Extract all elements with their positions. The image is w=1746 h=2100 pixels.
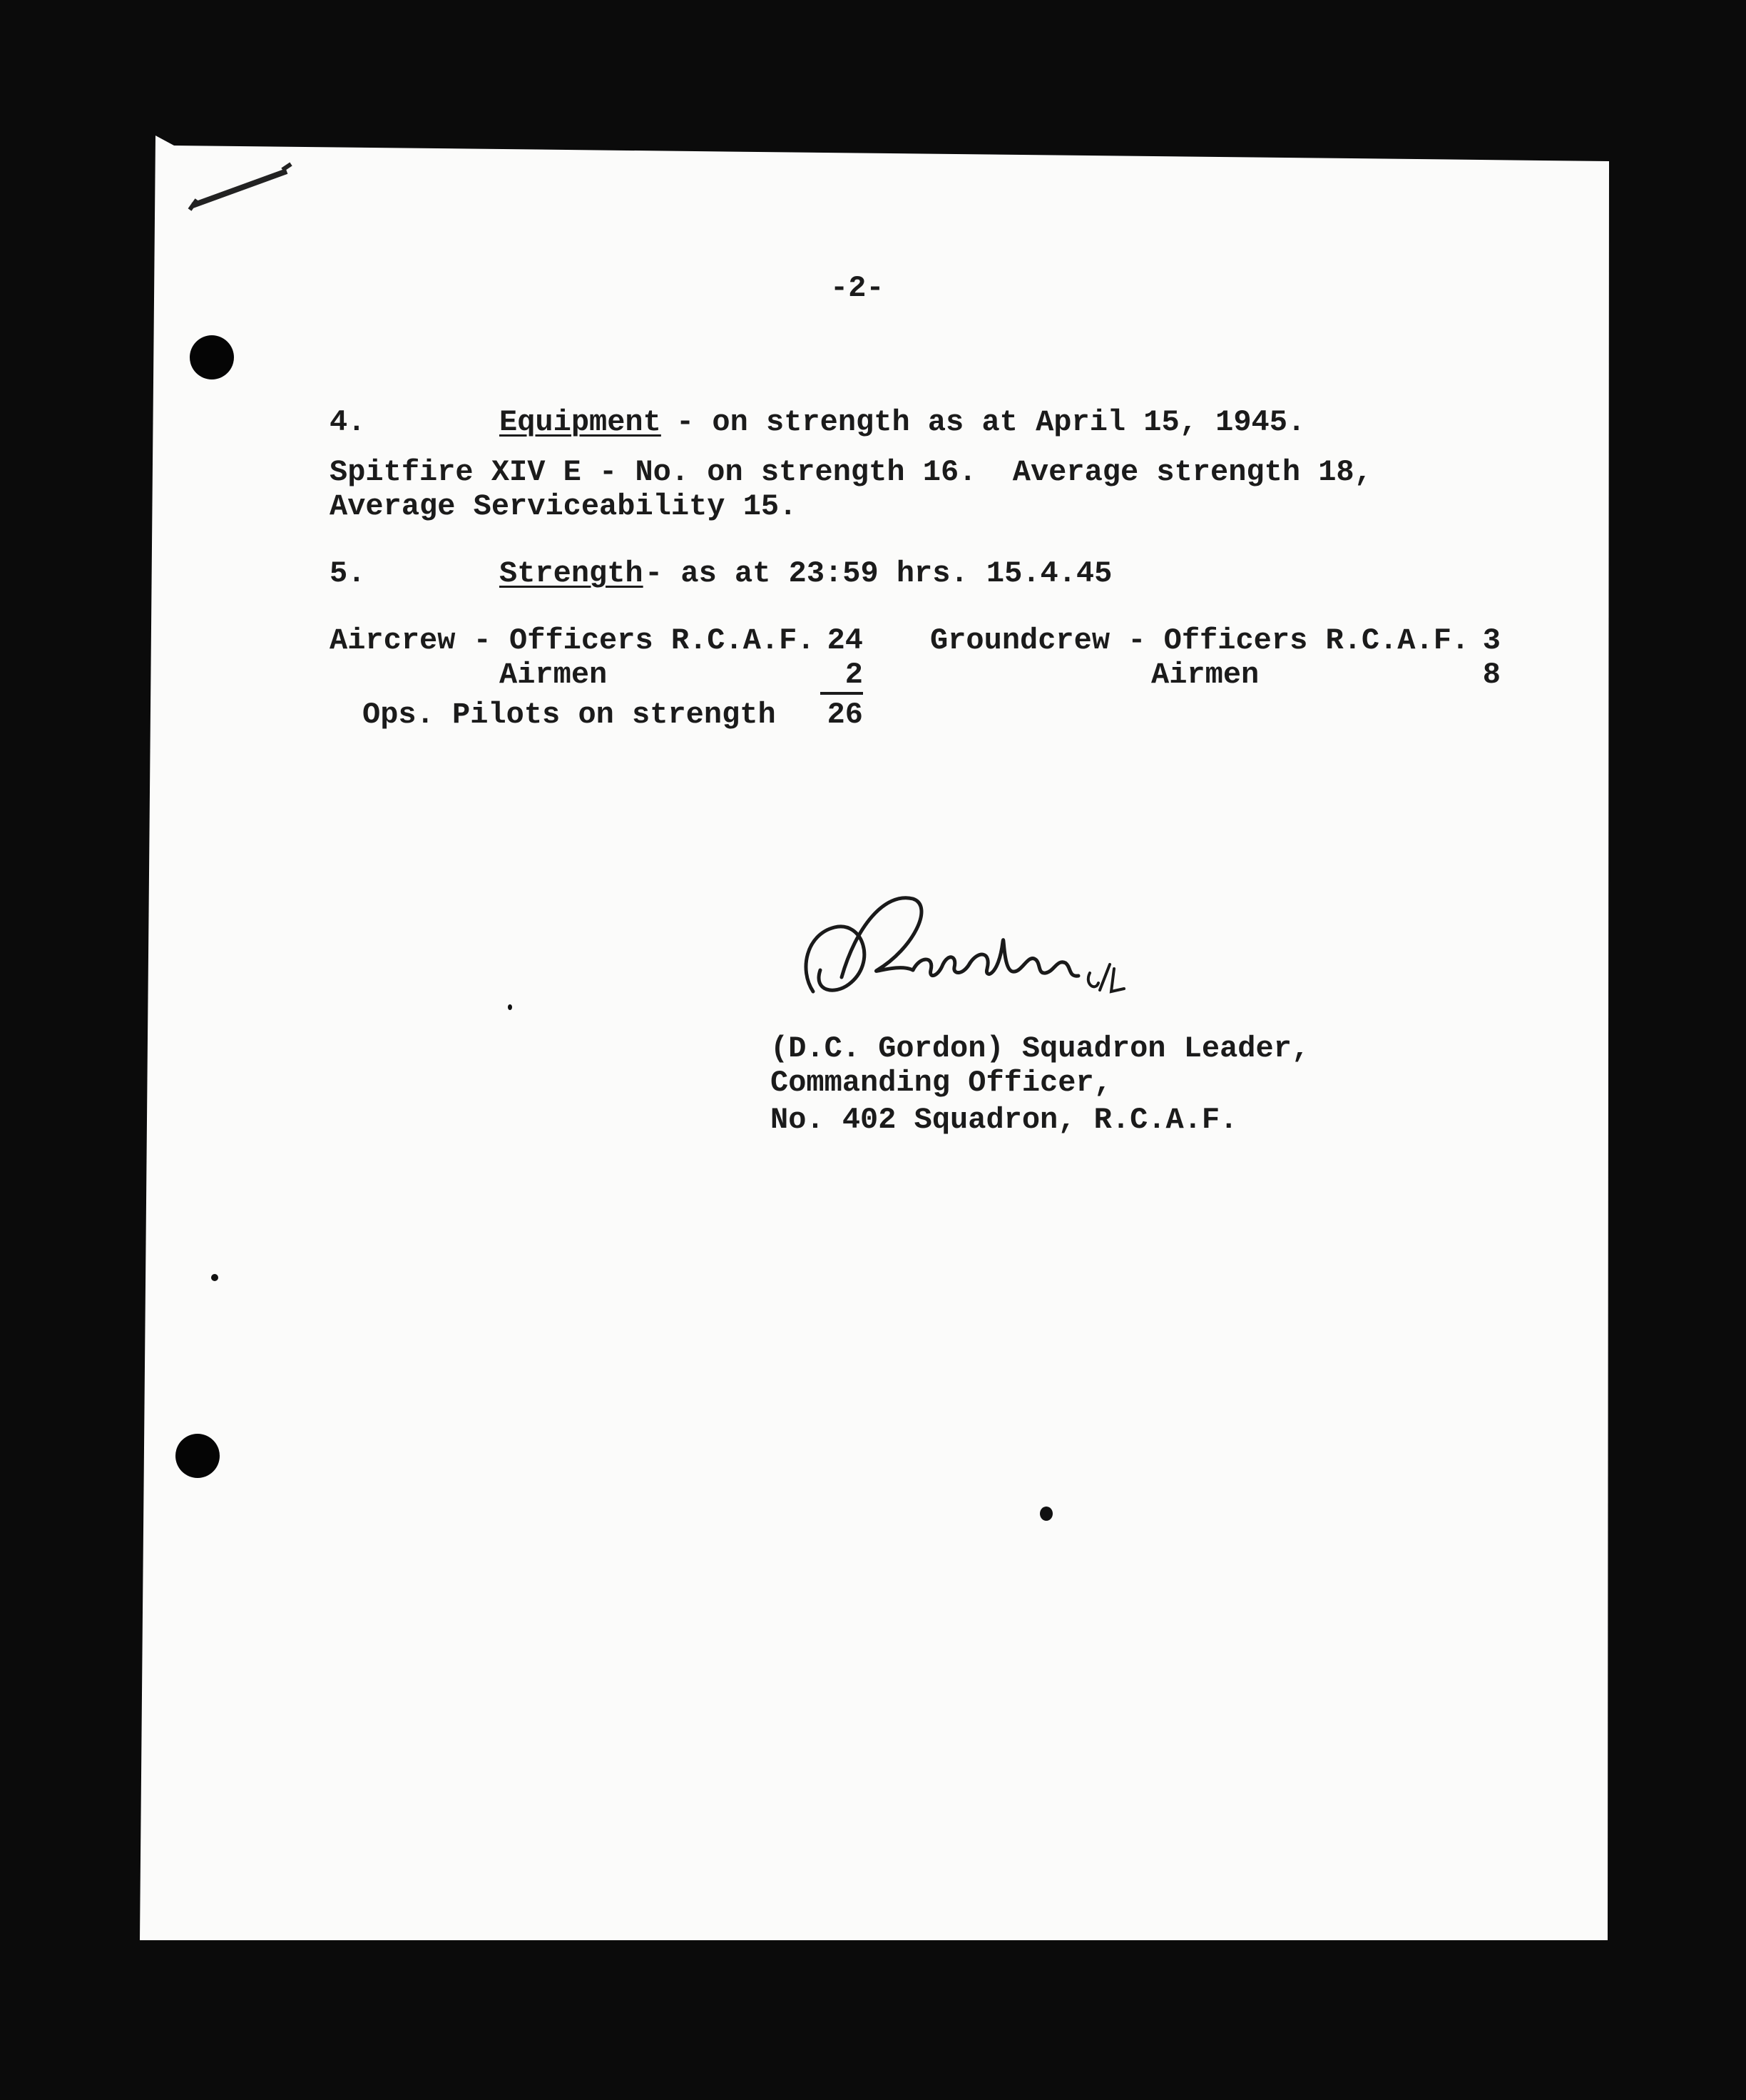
- equipment-line-2: Average Serviceability 15.: [330, 489, 797, 524]
- aircrew-airmen-value: 2: [844, 658, 863, 692]
- sum-rule: [820, 692, 863, 695]
- section-5-heading-rest: - as at 23:59 hrs. 15.4.45: [645, 556, 1113, 591]
- groundcrew-airmen-label: Airmen: [1151, 658, 1260, 692]
- aircrew-officers-value: 24: [827, 623, 863, 658]
- ink-speck: [1040, 1507, 1053, 1521]
- aircrew-airmen-label: Airmen: [499, 658, 608, 692]
- equipment-line-1: Spitfire XIV E - No. on strength 16. Average strength 18,: [330, 455, 1372, 489]
- punch-hole-top: [190, 335, 234, 379]
- groundcrew-airmen-value: 8: [1482, 658, 1501, 692]
- section-5-number: 5.: [330, 556, 366, 591]
- ink-speck: [211, 1274, 218, 1281]
- section-4-heading-rest: - on strength as at April 15, 1945.: [676, 405, 1306, 439]
- section-4-heading: Equipment: [499, 405, 661, 439]
- section-4-number: 4.: [330, 405, 366, 439]
- section-5-heading: Strength: [499, 556, 643, 591]
- punch-hole-bottom: [175, 1434, 220, 1478]
- staple-mark: [187, 156, 301, 220]
- ink-speck: [508, 1004, 512, 1010]
- groundcrew-officers-value: 3: [1482, 623, 1501, 658]
- page-number: -2-: [830, 271, 884, 305]
- signature-line-1: (D.C. Gordon) Squadron Leader,: [770, 1031, 1310, 1066]
- handwritten-signature: [792, 885, 1134, 1006]
- ops-pilots-label: Ops. Pilots on strength: [362, 698, 776, 732]
- signature-line-2: Commanding Officer,: [770, 1066, 1112, 1100]
- signature-line-3: No. 402 Squadron, R.C.A.F.: [770, 1103, 1238, 1137]
- groundcrew-officers-label: Groundcrew - Officers R.C.A.F.: [930, 623, 1470, 658]
- ops-pilots-value: 26: [827, 698, 863, 732]
- aircrew-officers-label: Aircrew - Officers R.C.A.F.: [330, 623, 815, 658]
